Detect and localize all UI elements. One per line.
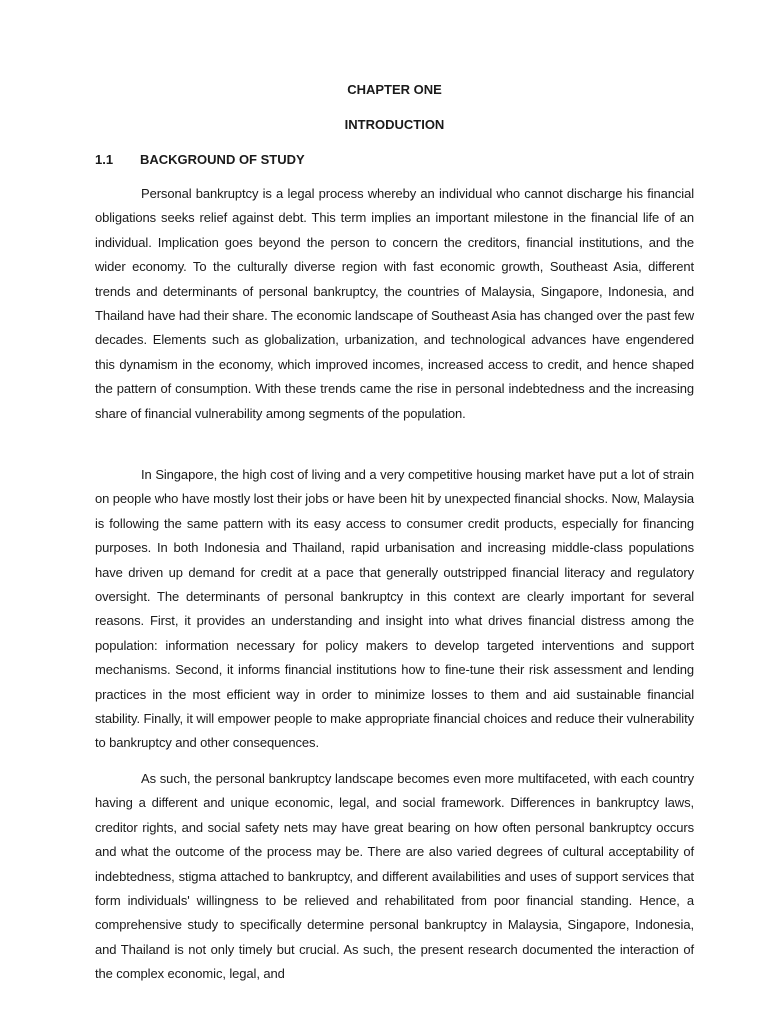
subsection-title: BACKGROUND OF STUDY (140, 152, 305, 167)
subsection-number: 1.1 (95, 152, 114, 167)
body-paragraph-1: Personal bankruptcy is a legal process whereby an individual who cannot discharge his financial obligations seeks relief against debt. This term implies an important milestone in the financial life of an individual. Implication goes beyond the person to concern the creditors, financial institutions, and the wider economy. To the culturally diverse region with fast economic growth, Southeast Asia, different trends and determinants of personal bankruptcy, the countries of Malaysia, Singapore, Indonesia, and Thailand have had their share. The economic landscape of Southeast Asia has changed over the past few decades. Elements such as globalization, urbanization, and technological advances have engendered this dynamism in the economy, which improved incomes, increased access to credit, and hence shaped the pattern of consumption. With these trends came the rise in personal indebtedness and the increasing share of financial vulnerability among segments of the population. (95, 186, 694, 421)
subsection-heading (95, 151, 305, 169)
body-paragraph-2: In Singapore, the high cost of living and a very competitive housing market have put a lot of strain on people who have mostly lost their jobs or have been hit by unexpected financial shocks. Now, Malaysia is following the same pattern with its easy access to consumer credit products, especially for financing purposes. In both Indonesia and Thailand, rapid urbanisation and increasing middle-class populations have driven up demand for credit at a pace that generally outstripped financial literacy and regulatory oversight. The determinants of personal bankruptcy in this context are clearly important for several reasons. First, it provides an understanding and insight into what drives financial distress among the population: information necessary for policy makers to develop targeted interventions and support mechanisms. Second, it informs financial institutions how to fine-tune their risk assessment and lending practices in the most efficient way in order to minimize losses to them and aid sustainable financial stability. Finally, it will empower people to make appropriate financial choices and reduce their vulnerability to bankruptcy and other consequences. (95, 467, 694, 751)
body-paragraph-3: As such, the personal bankruptcy landscape becomes even more multifaceted, with each country having a different and unique economic, legal, and social framework. Differences in bankruptcy laws, creditor rights, and social safety nets may have great bearing on how often personal bankruptcy occurs and what the outcome of the process may be. There are also varied degrees of cultural acceptability of indebtedness, stigma attached to bankruptcy, and different availabilities and uses of support services that form individuals' willingness to be relieved and rehabilitated from poor financial standing. Hence, a comprehensive study to specifically determine personal bankruptcy in Malaysia, Singapore, Indonesia, and Thailand is not only timely but crucial. As such, the present research documented the interaction of the complex economic, legal, and (95, 771, 694, 982)
section-title: INTRODUCTION (344, 117, 445, 132)
document-page (95, 0, 694, 1024)
chapter-title: CHAPTER ONE (347, 82, 442, 97)
